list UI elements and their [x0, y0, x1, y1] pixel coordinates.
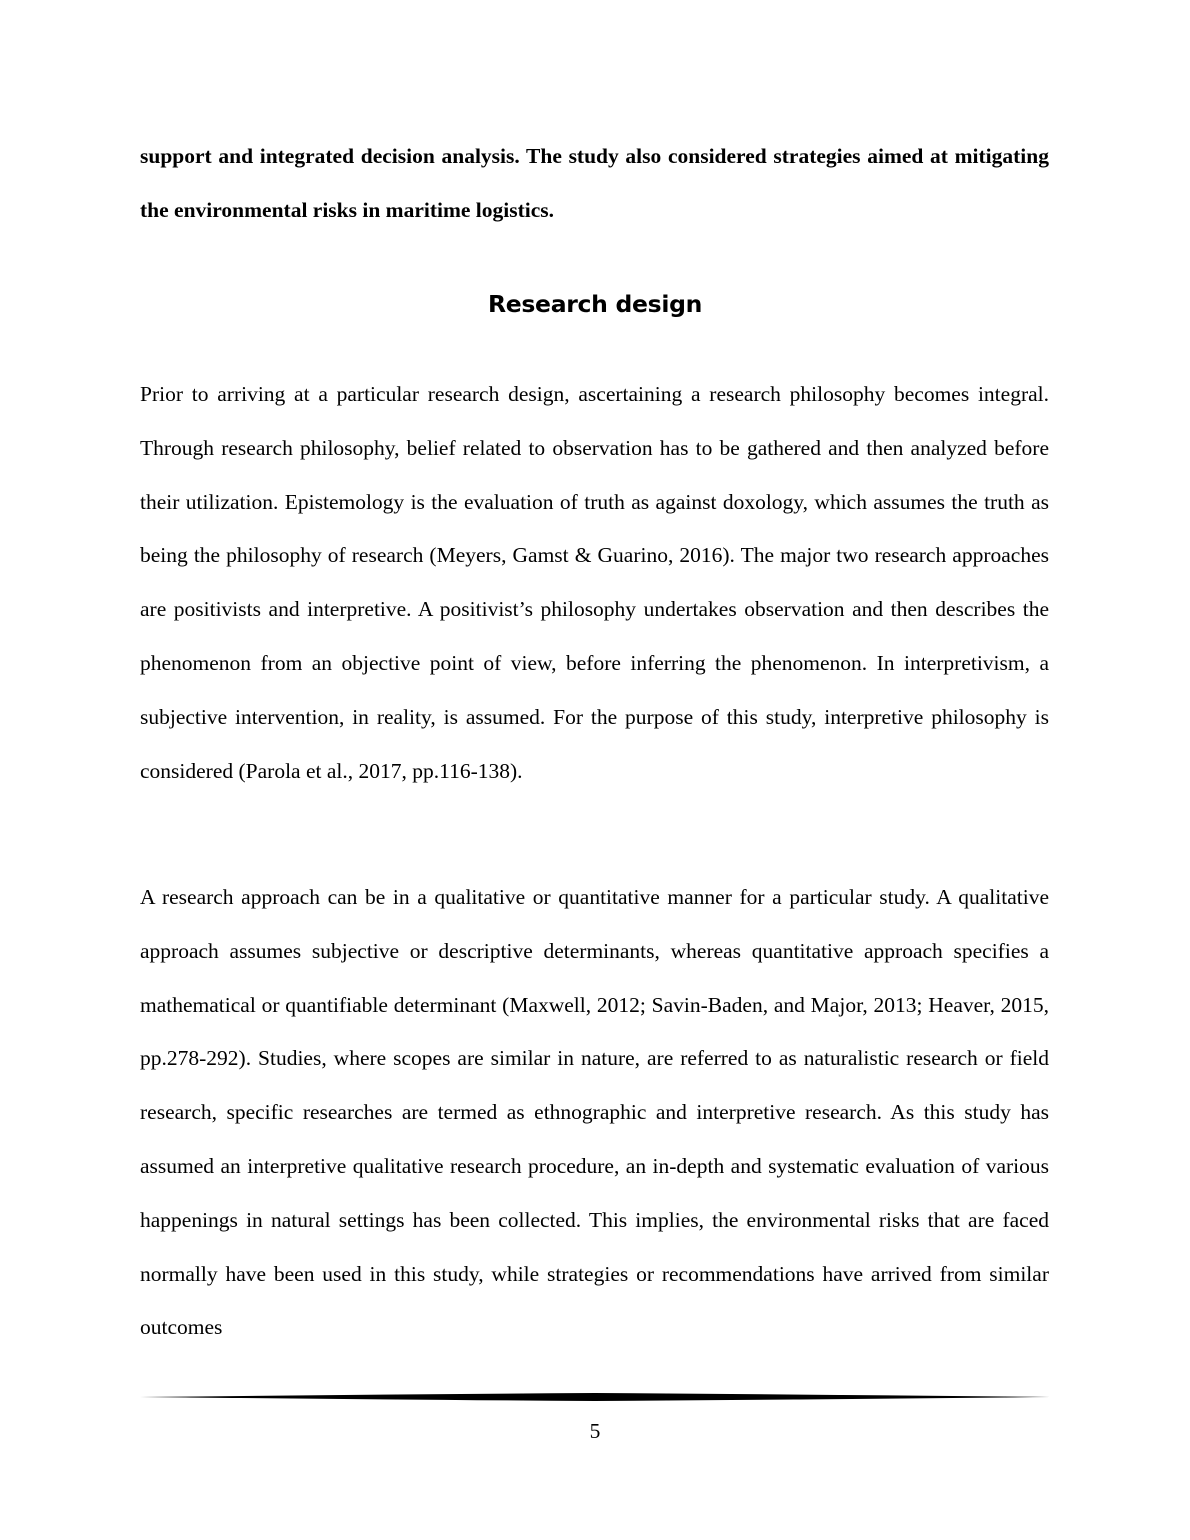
body-paragraph-philosophy: Prior to arriving at a particular research design, ascertaining a research philosophy becomes integral. Through research philosophy, belief related to observation has to be gathered and then analyzed before their utilization. Epistemology is the evaluation of truth as against doxology, which assumes the truth as being the philosophy of research (Meyers, Gamst & Guarino, 2016). The major two research approaches are positivists and interpretive. A positivist’s philosophy undertakes observation and then describes the phenomenon from an objective point of view, before inferring the phenomenon. In interpretivism, a subjective intervention, in reality, is assumed. For the purpose of this study, interpretive philosophy is considered (Parola et al., 2017, pp.116-138). — [140, 382, 1049, 783]
intro-bold-paragraph: support and integrated decision analysis. The study also considered strategies aimed at mitigating the environmental risks in maritime logistics. — [140, 144, 1049, 222]
page-number: 5 — [589, 1419, 601, 1443]
section-heading: Research design — [487, 290, 703, 318]
footer-divider — [140, 1391, 1050, 1403]
body-paragraph-approach: A research approach can be in a qualitative or quantitative manner for a particular study. A qualitative approach assumes subjective or descriptive determinants, whereas quantitative approach specifies a mathematical or quantifiable determinant (Maxwell, 2012; Savin-Baden, and Major, 2013; Heaver, 2015, pp.278-292). Studies, where scopes are similar in nature, are referred to as naturalistic research or field research, specific researches are termed as ethnographic and interpretive research. As this study has assumed an interpretive qualitative research procedure, an in-depth and systematic evaluation of various happenings in natural settings has been collected. This implies, the environmental risks that are faced normally have been used in this study, while strategies or recommendations have arrived from similar outcomes — [140, 885, 1049, 1340]
